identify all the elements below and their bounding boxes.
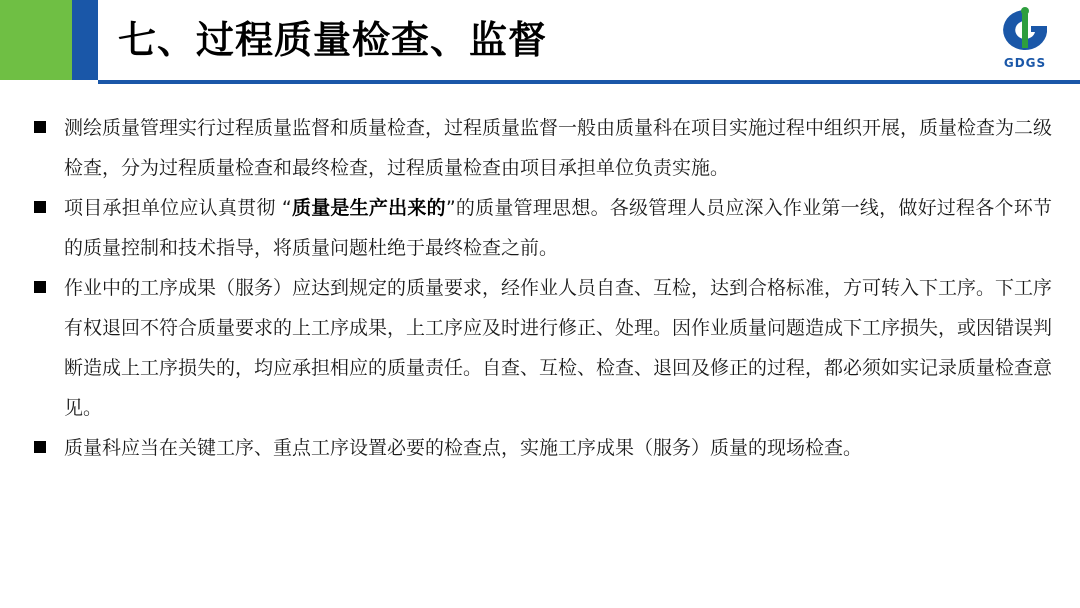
- bullet-square-icon: [34, 441, 46, 453]
- bullet-text: 质量科应当在关键工序、重点工序设置必要的检查点，实施工序成果（服务）质量的现场检查。: [64, 437, 863, 459]
- bullet-text-before: 项目承担单位应认真贯彻 “: [64, 197, 292, 219]
- bullet-square-icon: [34, 281, 46, 293]
- bullet-item: [32, 108, 1052, 188]
- bullet-item: [32, 188, 1052, 268]
- logo-text: GDGS: [1003, 56, 1047, 70]
- bullet-item: [32, 428, 1052, 468]
- bullet-text: 测绘质量管理实行过程质量监督和质量检查，过程质量监督一般由质量科在项目实施过程中组织开展，质量检查为二级检查，分为过程质量检查和最终检查，过程质量检查由项目承担单位负责实施。: [64, 117, 1053, 179]
- header-accent-green: [0, 0, 72, 80]
- bullet-text-after: ”的质量管理思想。各级管理人员应深入作业第一线，做好过程各个环节的质量控制和技术指导，将质量问题杜绝于最终检查之前。: [64, 197, 1052, 259]
- bullet-square-icon: [34, 121, 46, 133]
- bullet-text-emphasis: 质量是生产出来的: [291, 197, 446, 219]
- header-divider: [98, 80, 1080, 84]
- bullet-item: [32, 268, 1052, 428]
- header-accent-blue: [72, 0, 98, 80]
- bullet-text: 作业中的工序成果（服务）应达到规定的质量要求，经作业人员自查、互检，达到合格标准，方可转入下工序。下工序有权退回不符合质量要求的上工序成果，上工序应及时进行修正、处理。因作业质量问题造成下工序损失，或因错误判断造成上工序损失的，均应承担相应的质量责任。自查、互检、检查、退回及修正的过程，都必须如实记录质量检查意见。: [64, 277, 1053, 419]
- gdgs-logo: [988, 6, 1062, 76]
- bullet-square-icon: [34, 201, 46, 213]
- logo-icon: [995, 6, 1055, 54]
- bullet-text: [64, 188, 1052, 268]
- bullet-list: [32, 108, 1052, 468]
- slide-title: 七、过程质量检查、监督: [118, 18, 548, 62]
